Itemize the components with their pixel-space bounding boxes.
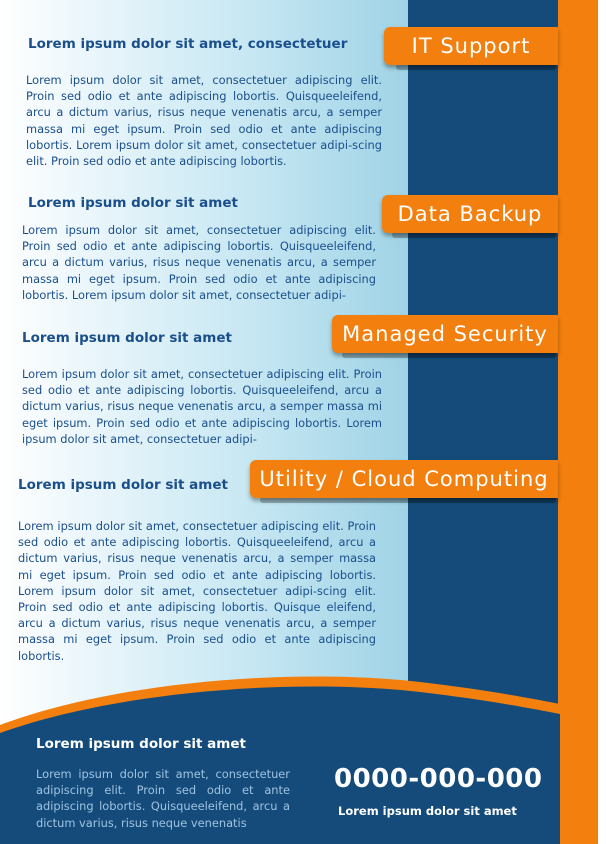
tab-data-backup [382, 195, 558, 233]
phone-caption: Lorem ipsum dolor sit amet [338, 804, 517, 818]
tab-cloud-computing [250, 460, 558, 498]
section-heading: Lorem ipsum dolor sit amet [22, 330, 232, 346]
footer-text: Lorem ipsum dolor sit amet, consectetuer adipiscing elit. Proin sed odio et ante adipiscing lobortis. Quisqueeleifend, arcu a dictum varius, risus neque venenatis [36, 767, 290, 830]
tab-it-support-label: IT Support [411, 34, 531, 58]
phone-number: 0000-000-000 [334, 764, 543, 794]
section-text: Lorem ipsum dolor sit amet, consectetuer adipiscing elit. Proin sed odio et ante adipiscing lobortis. Quisqueeleifend, arcu a dictum varius, risus neque venenatis arcu, a semper massa mi eget ipsum. Proin sed odio et ante adipiscing lobortis. Lorem ipsum dolor sit amet, consectetuer adipi- [22, 223, 376, 302]
section-text: Lorem ipsum dolor sit amet, consectetuer adipiscing elit. Proin sed odio et ante adipiscing lobortis. Quisqueeleifend, arcu a dictum varius, risus neque venenatis arcu, a semper massa mi eget ipsum. Proin sed odio et ante adipiscing lobortis. Lorem ipsum dolor sit amet, consectetuer adipi-scing elit. Proin sed odio et ante adipiscing lobortis. [26, 73, 382, 169]
tab-data-backup-label: Data Backup [397, 202, 543, 226]
section-heading: Lorem ipsum dolor sit amet, consectetuer [28, 36, 348, 52]
tab-managed-security [332, 315, 558, 353]
tab-it-support [384, 27, 558, 65]
section-text: Lorem ipsum dolor sit amet, consectetuer adipiscing elit. Proin sed odio et ante adipiscing lobortis. Quisqueeleifend, arcu a dictum varius, risus neque venenatis arcu, a semper massa mi eget ipsum. Proin sed odio et ante adipiscing lobortis. Lorem ipsum dolor sit amet, consectetuer adipi- [22, 367, 382, 446]
section-heading: Lorem ipsum dolor sit amet [18, 477, 228, 493]
section-heading: Lorem ipsum dolor sit amet [28, 195, 238, 211]
tab-cloud-computing-label: Utility / Cloud Computing [259, 467, 549, 491]
tab-managed-security-label: Managed Security [342, 322, 548, 346]
section-text: Lorem ipsum dolor sit amet, consectetuer adipiscing elit. Proin sed odio et ante adipiscing lobortis. Quisqueeleifend, arcu a dictum varius, risus neque venenatis arcu, a semper massa mi eget ipsum. Proin sed odio et ante adipiscing lobortis. Lorem ipsum dolor sit amet, consectetuer adipi-scing elit. Proin sed odio et ante adipiscing lobortis. Quisque eleifend, arcu a dictum varius, risus neque venenatis arcu, a semper massa mi eget ipsum. Proin sed odio et ante adipiscing lobortis. [18, 519, 376, 663]
footer-heading: Lorem ipsum dolor sit amet [36, 736, 246, 752]
